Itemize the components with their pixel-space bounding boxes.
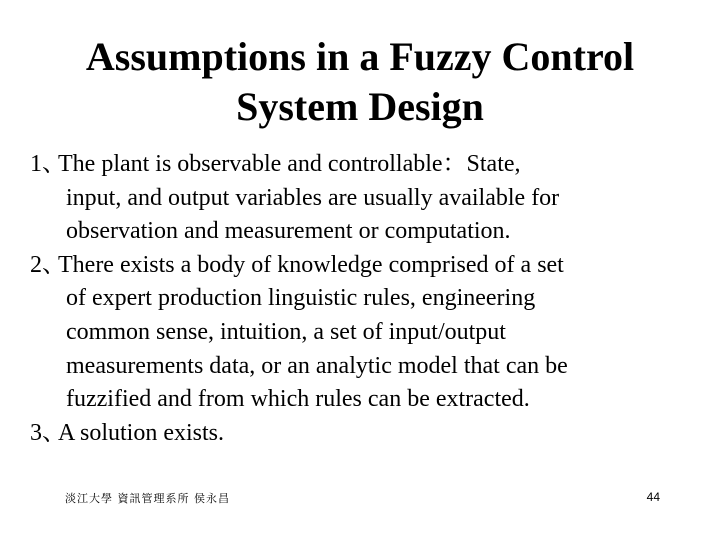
assumption-text-line: There exists a body of knowledge comprised of a set [58,251,564,278]
assumption-text-line: input, and output variables are usually available for [66,184,560,211]
slide-title [0,32,720,132]
assumption-item-3 [30,417,710,451]
assumption-item-2 [30,249,710,417]
footer-author: 淡江大學 資訊管理系所 侯永昌 [65,492,230,505]
assumption-text-line: The plant is observable and controllable：State, [58,151,521,177]
slide-title-line-2: System Design [236,84,484,129]
assumption-text-line: of expert production linguistic rules, engineering [66,285,536,312]
assumption-item-1 [30,148,710,249]
assumption-number: 2、 [30,251,66,278]
assumption-number: 1、 [30,151,66,177]
slide-title-line-1: Assumptions in a Fuzzy Control [85,34,635,79]
assumption-list [30,148,710,450]
assumption-text-line: observation and measurement or computation. [66,218,511,245]
page-number: 44 [646,490,660,504]
assumption-text-line: common sense, intuition, a set of input/output [66,318,506,345]
assumption-text-line: fuzzified and from which rules can be extracted. [66,386,530,413]
assumption-text-line: measurements data, or an analytic model that can be [66,352,568,379]
assumption-number: 3、 [30,419,66,446]
assumption-text-line: A solution exists. [58,419,225,446]
